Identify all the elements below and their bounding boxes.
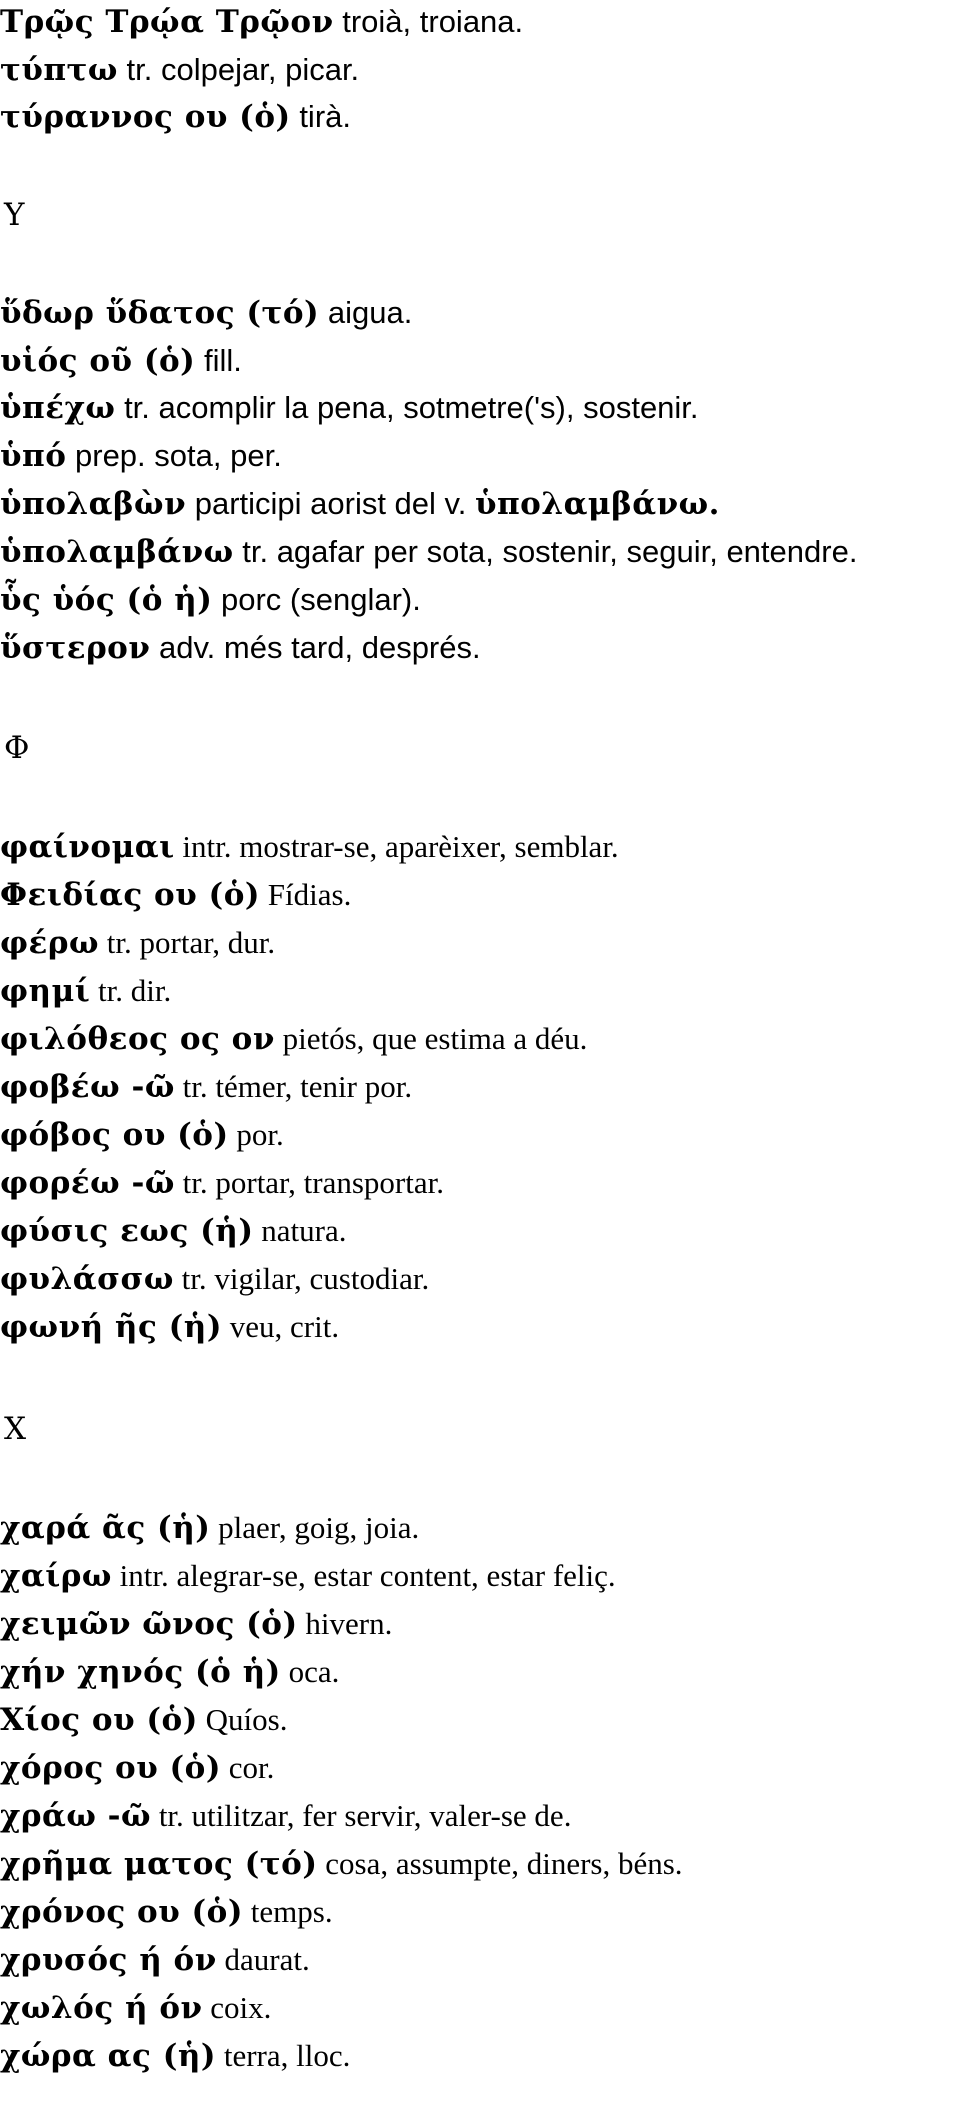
- entry-phainomai: [0, 829, 619, 865]
- headword: φωνή ῆς (ἡ): [0, 1309, 222, 1345]
- entry-hyios: [0, 343, 242, 379]
- definition: terra, lloc.: [216, 2038, 351, 2073]
- definition: tr. portar, transportar.: [174, 1165, 444, 1200]
- headword: χώρα ας (ἡ): [0, 2038, 217, 2074]
- headword: τύραννος ου (ὁ): [0, 99, 291, 135]
- definition: fill.: [195, 343, 242, 378]
- section-heading-chi: Χ: [4, 1411, 27, 1447]
- entry-chrema: [0, 1846, 683, 1882]
- definition: porc (senglar).: [212, 582, 421, 617]
- headword: ὗς ὑός (ὁ ἡ): [0, 582, 213, 618]
- section-heading-upsilon: Υ: [4, 197, 25, 233]
- entry-typto: [0, 52, 359, 88]
- headword: χαρά ᾶς (ἡ): [0, 1510, 211, 1546]
- definition: Fídias.: [260, 877, 352, 912]
- definition: daurat.: [216, 1942, 310, 1977]
- headword: χαίρω: [0, 1558, 112, 1594]
- entry-chen: [0, 1654, 339, 1690]
- headword: ὕστερον: [0, 630, 151, 666]
- entry-cholos: [0, 1990, 271, 2026]
- entry-hys: [0, 582, 421, 618]
- definition: tr. dir.: [90, 973, 172, 1008]
- definition: intr. alegrar-se, estar content, estar feliç.: [111, 1558, 616, 1593]
- definition: tr. témer, tenir por.: [174, 1069, 413, 1104]
- entry-hypolabon: [0, 486, 720, 522]
- definition: veu, crit.: [222, 1309, 340, 1344]
- definition: tirà.: [290, 99, 351, 134]
- headword: Χίος ου (ὁ): [0, 1702, 198, 1738]
- entry-hypo: [0, 438, 282, 474]
- definition: troià, troiana.: [333, 4, 524, 39]
- cross-reference: ὑπολαμβάνω.: [474, 486, 720, 522]
- headword: φύσις εως (ἡ): [0, 1213, 254, 1249]
- definition: por.: [228, 1117, 284, 1152]
- headword: υἱός οῦ (ὁ): [0, 343, 196, 379]
- headword: χρόνος ου (ὁ): [0, 1894, 244, 1930]
- definition: temps.: [243, 1894, 333, 1929]
- entry-tyrannos: [0, 99, 351, 135]
- headword: φημί: [0, 973, 91, 1009]
- definition: adv. més tard, després.: [150, 630, 481, 665]
- entry-hypolambano: [0, 534, 857, 570]
- definition: plaer, goig, joia.: [210, 1510, 420, 1545]
- headword: χήν χηνός (ὁ ἡ): [0, 1654, 281, 1690]
- entry-phemi: [0, 973, 171, 1009]
- headword: τύπτω: [0, 52, 118, 88]
- headword: χωλός ή όν: [0, 1990, 203, 2026]
- entry-cheimon: [0, 1606, 392, 1642]
- headword: χράω -ῶ: [0, 1798, 152, 1834]
- entry-chronos: [0, 1894, 333, 1930]
- entry-hypecho: [0, 390, 699, 426]
- entry-chios: [0, 1702, 287, 1738]
- entry-chrao: [0, 1798, 571, 1834]
- headword: ὑπό: [0, 438, 67, 474]
- entry-phylasso: [0, 1261, 429, 1297]
- entry-phoreo: [0, 1165, 444, 1201]
- headword: ὑπολαμβάνω: [0, 534, 234, 570]
- definition: coix.: [202, 1990, 272, 2025]
- entry-philotheos: [0, 1021, 587, 1057]
- headword: φορέω -ῶ: [0, 1165, 175, 1201]
- entry-chora: [0, 2038, 350, 2074]
- definition: prep. sota, per.: [66, 438, 282, 473]
- definition: intr. mostrar-se, aparèixer, semblar.: [174, 829, 619, 864]
- entry-phobeo: [0, 1069, 412, 1105]
- entry-chrysos: [0, 1942, 310, 1978]
- headword: φαίνομαι: [0, 829, 175, 865]
- definition: oca.: [280, 1654, 340, 1689]
- definition: cosa, assumpte, diners, béns.: [317, 1846, 683, 1881]
- definition: aigua.: [319, 295, 413, 330]
- definition: cor.: [221, 1750, 275, 1785]
- definition: hivern.: [297, 1606, 393, 1641]
- headword: φιλόθεος ος ον: [0, 1021, 275, 1057]
- definition: tr. vigilar, custodiar.: [173, 1261, 430, 1296]
- definition: natura.: [253, 1213, 347, 1248]
- headword: φόβος ου (ὁ): [0, 1117, 229, 1153]
- section-heading-phi: Φ: [4, 730, 30, 766]
- headword: Φειδίας ου (ὁ): [0, 877, 261, 913]
- entry-chairo: [0, 1558, 616, 1594]
- entry-tros: [0, 4, 523, 40]
- entry-phero: [0, 925, 275, 961]
- entry-phone: [0, 1309, 339, 1345]
- headword: φοβέω -ῶ: [0, 1069, 175, 1105]
- headword: φυλάσσω: [0, 1261, 174, 1297]
- entry-hysteron: [0, 630, 481, 666]
- headword: ὑπέχω: [0, 390, 116, 426]
- definition: tr. utilitzar, fer servir, valer-se de.: [151, 1798, 572, 1833]
- definition: pietós, que estima a déu.: [274, 1021, 588, 1056]
- definition: tr. portar, dur.: [99, 925, 276, 960]
- definition: participi aorist del v.: [186, 486, 475, 521]
- entry-pheidias: [0, 877, 351, 913]
- entry-phobos: [0, 1117, 284, 1153]
- headword: χειμῶν ῶνος (ὁ): [0, 1606, 298, 1642]
- entry-choros: [0, 1750, 274, 1786]
- headword: χρῆμα ματος (τό): [0, 1846, 318, 1882]
- headword: ὕδωρ ὕδατος (τό): [0, 295, 320, 331]
- entry-hydor: [0, 295, 412, 331]
- headword: φέρω: [0, 925, 100, 961]
- definition: tr. agafar per sota, sostenir, seguir, entendre.: [233, 534, 858, 569]
- headword: ὑπολαβὼν: [0, 486, 187, 522]
- definition: tr. colpejar, picar.: [117, 52, 360, 87]
- headword: χόρος ου (ὁ): [0, 1750, 222, 1786]
- headword: χρυσός ή όν: [0, 1942, 217, 1978]
- headword: Τρῷς Τρῴα Τρῷον: [0, 4, 334, 40]
- entry-physis: [0, 1213, 346, 1249]
- definition: tr. acomplir la pena, sotmetre('s), sostenir.: [115, 390, 699, 425]
- definition: Quíos.: [197, 1702, 288, 1737]
- entry-chara: [0, 1510, 419, 1546]
